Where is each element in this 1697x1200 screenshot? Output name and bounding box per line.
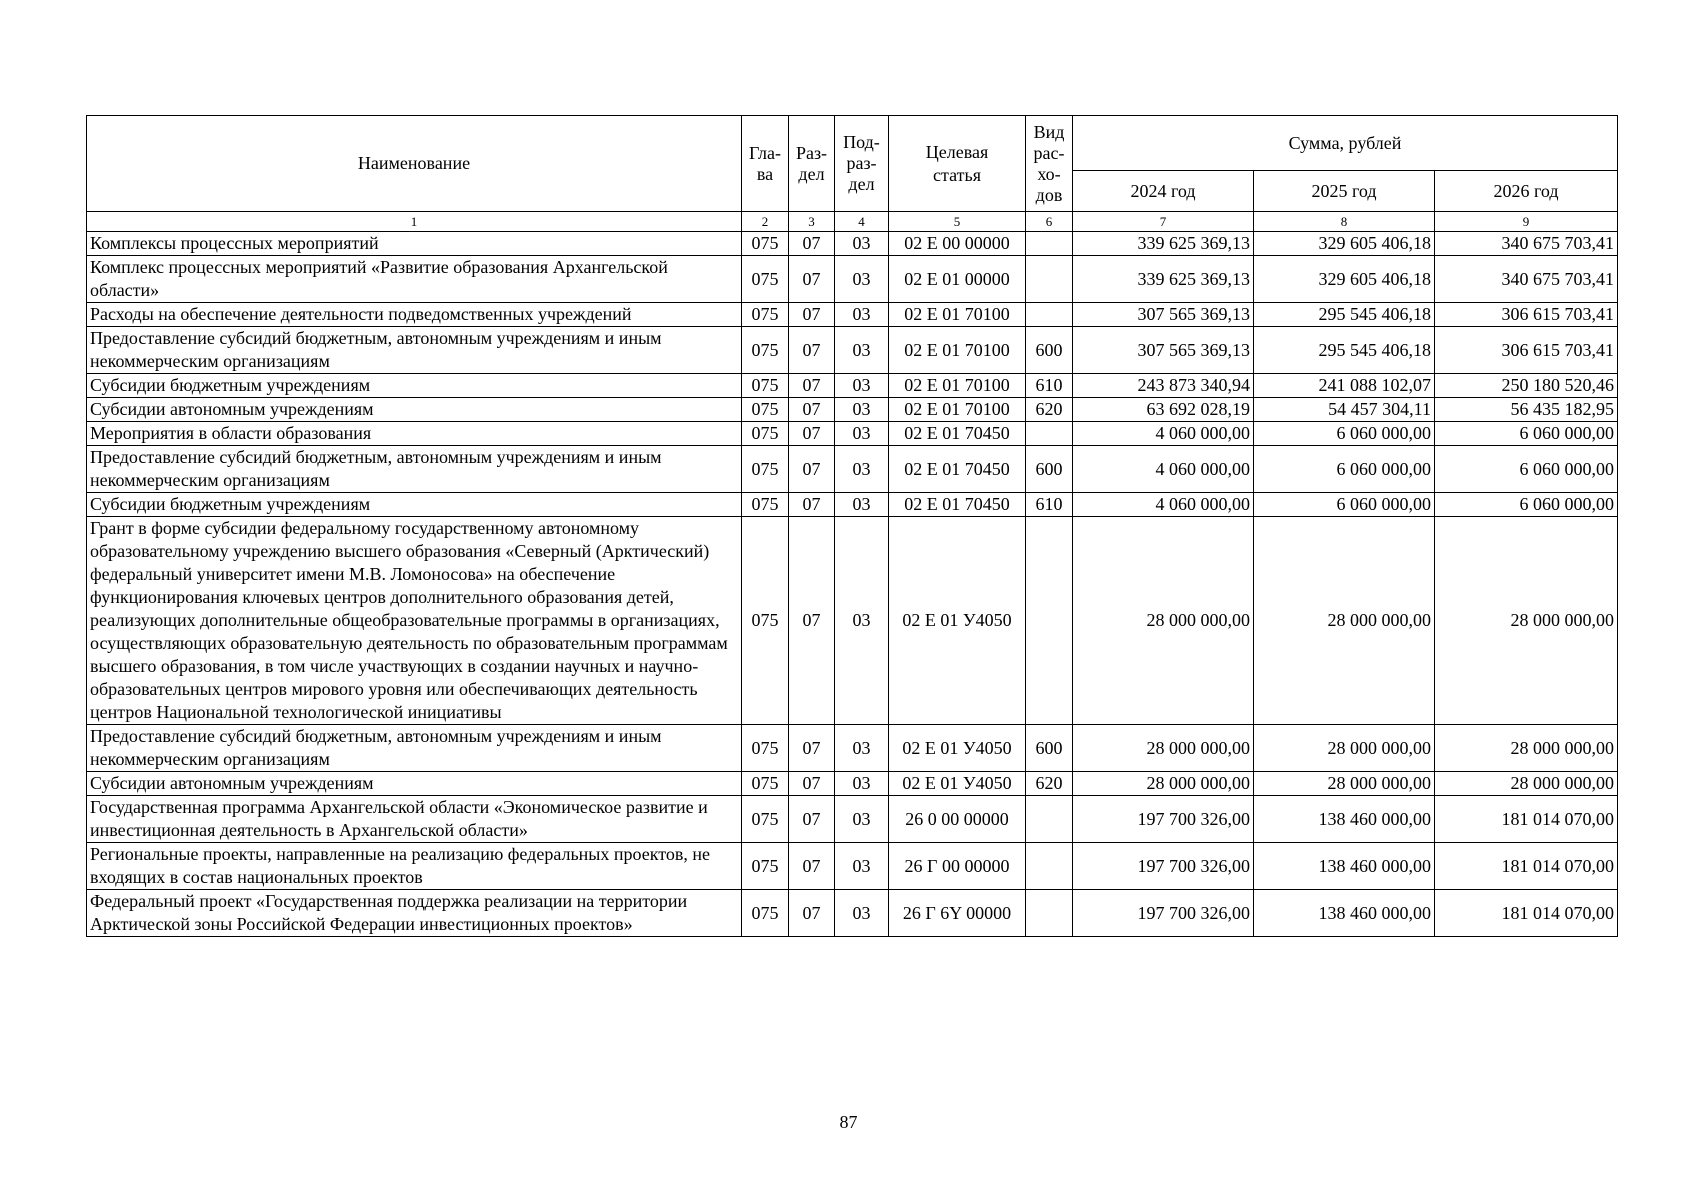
table-row (87, 303, 1618, 327)
row-target: 02 Е 01 У4050 (889, 772, 1026, 796)
table-row (87, 422, 1618, 446)
row-sum-2024: 4 060 000,00 (1073, 446, 1254, 493)
row-expense-type (1026, 303, 1073, 327)
header-year-2025: 2025 год (1254, 171, 1435, 212)
row-section: 07 (789, 232, 835, 256)
header-sum: Сумма, рублей (1073, 116, 1618, 171)
row-sum-2025: 28 000 000,00 (1254, 517, 1435, 725)
row-section: 07 (789, 890, 835, 937)
row-name: Комплексы процессных мероприятий (87, 232, 742, 256)
row-sum-2026: 6 060 000,00 (1435, 422, 1618, 446)
col-number: 7 (1073, 212, 1254, 232)
row-section: 07 (789, 725, 835, 772)
row-sum-2024: 307 565 369,13 (1073, 303, 1254, 327)
row-section: 07 (789, 422, 835, 446)
row-target: 02 Е 01 70100 (889, 374, 1026, 398)
row-sum-2024: 339 625 369,13 (1073, 256, 1254, 303)
table-row (87, 843, 1618, 890)
col-number: 4 (835, 212, 889, 232)
row-chapter: 075 (742, 796, 789, 843)
header-target: Целевая статья (889, 116, 1026, 212)
row-sum-2026: 181 014 070,00 (1435, 796, 1618, 843)
row-sum-2025: 295 545 406,18 (1254, 303, 1435, 327)
row-target: 02 Е 01 70450 (889, 446, 1026, 493)
page-number: 87 (839, 1112, 858, 1132)
row-subsection: 03 (835, 725, 889, 772)
row-section: 07 (789, 772, 835, 796)
row-sum-2025: 54 457 304,11 (1254, 398, 1435, 422)
row-chapter: 075 (742, 232, 789, 256)
row-chapter: 075 (742, 493, 789, 517)
row-chapter: 075 (742, 725, 789, 772)
row-target: 02 Е 01 70450 (889, 493, 1026, 517)
row-target: 26 0 00 00000 (889, 796, 1026, 843)
row-sum-2026: 56 435 182,95 (1435, 398, 1618, 422)
col-number: 3 (789, 212, 835, 232)
row-sum-2024: 4 060 000,00 (1073, 493, 1254, 517)
row-sum-2024: 63 692 028,19 (1073, 398, 1254, 422)
row-target: 26 Г 00 00000 (889, 843, 1026, 890)
row-sum-2025: 138 460 000,00 (1254, 843, 1435, 890)
header-section: Раз- дел (789, 116, 835, 212)
row-name: Субсидии бюджетным учреждениям (87, 493, 742, 517)
row-subsection: 03 (835, 422, 889, 446)
row-target: 26 Г 6Y 00000 (889, 890, 1026, 937)
row-chapter: 075 (742, 303, 789, 327)
row-chapter: 075 (742, 446, 789, 493)
row-name: Грант в форме субсидии федеральному государственному автономному образовательному учреждению высшего образования «Северный (Арктический) федеральный университет имени М.В. Ломоносова» на обеспечение функционирования ключевых центров дополнительного образования детей, реализующих дополнительные общеобразовательные программы в организациях, осуществляющих образовательную деятельность по образовательным программам высшего образования, в том числе участвующих в создании научных и научно-образовательных центров мирового уровня или обеспечивающих деятельность центров Национальной технологической инициативы (87, 517, 742, 725)
col-number: 5 (889, 212, 1026, 232)
header-year-2024: 2024 год (1073, 171, 1254, 212)
row-expense-type (1026, 517, 1073, 725)
row-sum-2024: 197 700 326,00 (1073, 890, 1254, 937)
row-chapter: 075 (742, 772, 789, 796)
row-expense-type: 610 (1026, 493, 1073, 517)
table-row (87, 232, 1618, 256)
row-section: 07 (789, 398, 835, 422)
row-subsection: 03 (835, 517, 889, 725)
table-row (87, 493, 1618, 517)
row-expense-type: 620 (1026, 398, 1073, 422)
row-sum-2025: 329 605 406,18 (1254, 232, 1435, 256)
row-sum-2025: 138 460 000,00 (1254, 890, 1435, 937)
row-sum-2024: 339 625 369,13 (1073, 232, 1254, 256)
row-chapter: 075 (742, 374, 789, 398)
table-row (87, 374, 1618, 398)
row-name: Федеральный проект «Государственная поддержка реализации на территории Арктической зоны Российской Федерации инвестиционных проектов» (87, 890, 742, 937)
row-sum-2026: 306 615 703,41 (1435, 327, 1618, 374)
row-expense-type (1026, 256, 1073, 303)
row-subsection: 03 (835, 493, 889, 517)
row-name: Мероприятия в области образования (87, 422, 742, 446)
header-chapter: Гла- ва (742, 116, 789, 212)
row-chapter: 075 (742, 398, 789, 422)
row-name: Предоставление субсидий бюджетным, автономным учреждениям и иным некоммерческим организациям (87, 725, 742, 772)
row-section: 07 (789, 446, 835, 493)
row-sum-2025: 28 000 000,00 (1254, 772, 1435, 796)
row-expense-type: 610 (1026, 374, 1073, 398)
row-sum-2026: 28 000 000,00 (1435, 517, 1618, 725)
row-expense-type: 620 (1026, 772, 1073, 796)
row-chapter: 075 (742, 256, 789, 303)
row-section: 07 (789, 843, 835, 890)
table-row (87, 890, 1618, 937)
row-sum-2025: 6 060 000,00 (1254, 493, 1435, 517)
row-target: 02 Е 01 70100 (889, 303, 1026, 327)
table-row (87, 517, 1618, 725)
row-name: Расходы на обеспечение деятельности подведомственных учреждений (87, 303, 742, 327)
row-chapter: 075 (742, 327, 789, 374)
table-row (87, 725, 1618, 772)
table-row (87, 446, 1618, 493)
row-chapter: 075 (742, 517, 789, 725)
table-row (87, 256, 1618, 303)
row-sum-2024: 28 000 000,00 (1073, 517, 1254, 725)
row-sum-2026: 6 060 000,00 (1435, 446, 1618, 493)
row-target: 02 Е 01 70100 (889, 327, 1026, 374)
row-sum-2026: 340 675 703,41 (1435, 256, 1618, 303)
row-sum-2026: 28 000 000,00 (1435, 772, 1618, 796)
row-section: 07 (789, 256, 835, 303)
row-expense-type: 600 (1026, 446, 1073, 493)
row-subsection: 03 (835, 374, 889, 398)
row-sum-2026: 181 014 070,00 (1435, 843, 1618, 890)
row-chapter: 075 (742, 890, 789, 937)
col-number: 2 (742, 212, 789, 232)
row-sum-2025: 241 088 102,07 (1254, 374, 1435, 398)
row-sum-2025: 6 060 000,00 (1254, 422, 1435, 446)
row-expense-type (1026, 422, 1073, 446)
row-sum-2025: 295 545 406,18 (1254, 327, 1435, 374)
row-target: 02 Е 01 70100 (889, 398, 1026, 422)
col-number: 8 (1254, 212, 1435, 232)
row-subsection: 03 (835, 303, 889, 327)
row-subsection: 03 (835, 232, 889, 256)
row-subsection: 03 (835, 772, 889, 796)
row-subsection: 03 (835, 446, 889, 493)
row-sum-2024: 28 000 000,00 (1073, 772, 1254, 796)
row-sum-2024: 4 060 000,00 (1073, 422, 1254, 446)
row-target: 02 Е 00 00000 (889, 232, 1026, 256)
row-expense-type (1026, 232, 1073, 256)
row-sum-2026: 306 615 703,41 (1435, 303, 1618, 327)
row-expense-type (1026, 796, 1073, 843)
row-sum-2026: 340 675 703,41 (1435, 232, 1618, 256)
row-section: 07 (789, 303, 835, 327)
row-name: Предоставление субсидий бюджетным, автономным учреждениям и иным некоммерческим организациям (87, 446, 742, 493)
row-chapter: 075 (742, 422, 789, 446)
row-target: 02 Е 01 У4050 (889, 725, 1026, 772)
row-sum-2024: 197 700 326,00 (1073, 796, 1254, 843)
header-expense-type: Вид рас- хо- дов (1026, 116, 1073, 212)
table-row (87, 796, 1618, 843)
table-row (87, 327, 1618, 374)
row-sum-2025: 28 000 000,00 (1254, 725, 1435, 772)
row-section: 07 (789, 374, 835, 398)
table-body (87, 232, 1618, 937)
row-target: 02 Е 01 00000 (889, 256, 1026, 303)
row-sum-2024: 307 565 369,13 (1073, 327, 1254, 374)
row-section: 07 (789, 327, 835, 374)
row-expense-type (1026, 890, 1073, 937)
col-number: 9 (1435, 212, 1618, 232)
row-name: Субсидии автономным учреждениям (87, 772, 742, 796)
row-subsection: 03 (835, 890, 889, 937)
row-sum-2024: 197 700 326,00 (1073, 843, 1254, 890)
budget-table (86, 115, 1618, 937)
row-target: 02 Е 01 70450 (889, 422, 1026, 446)
row-target: 02 Е 01 У4050 (889, 517, 1026, 725)
row-name: Комплекс процессных мероприятий «Развитие образования Архангельской области» (87, 256, 742, 303)
row-name: Государственная программа Архангельской области «Экономическое развитие и инвестиционная деятельность в Архангельской области» (87, 796, 742, 843)
row-chapter: 075 (742, 843, 789, 890)
col-number: 6 (1026, 212, 1073, 232)
row-sum-2025: 6 060 000,00 (1254, 446, 1435, 493)
row-sum-2026: 250 180 520,46 (1435, 374, 1618, 398)
row-subsection: 03 (835, 256, 889, 303)
header-name: Наименование (87, 116, 742, 212)
header-year-2026: 2026 год (1435, 171, 1618, 212)
row-name: Субсидии автономным учреждениям (87, 398, 742, 422)
row-subsection: 03 (835, 398, 889, 422)
row-sum-2024: 243 873 340,94 (1073, 374, 1254, 398)
row-name: Предоставление субсидий бюджетным, автономным учреждениям и иным некоммерческим организациям (87, 327, 742, 374)
col-number: 1 (87, 212, 742, 232)
header-subsection: Под- раз- дел (835, 116, 889, 212)
row-section: 07 (789, 796, 835, 843)
row-sum-2026: 181 014 070,00 (1435, 890, 1618, 937)
table-row (87, 772, 1618, 796)
row-section: 07 (789, 517, 835, 725)
table-row (87, 398, 1618, 422)
row-subsection: 03 (835, 327, 889, 374)
row-name: Региональные проекты, направленные на реализацию федеральных проектов, не входящих в состав национальных проектов (87, 843, 742, 890)
row-sum-2025: 138 460 000,00 (1254, 796, 1435, 843)
row-expense-type: 600 (1026, 327, 1073, 374)
row-name: Субсидии бюджетным учреждениям (87, 374, 742, 398)
row-sum-2024: 28 000 000,00 (1073, 725, 1254, 772)
row-section: 07 (789, 493, 835, 517)
row-sum-2026: 6 060 000,00 (1435, 493, 1618, 517)
row-sum-2026: 28 000 000,00 (1435, 725, 1618, 772)
row-sum-2025: 329 605 406,18 (1254, 256, 1435, 303)
row-expense-type: 600 (1026, 725, 1073, 772)
row-expense-type (1026, 843, 1073, 890)
row-subsection: 03 (835, 796, 889, 843)
row-subsection: 03 (835, 843, 889, 890)
